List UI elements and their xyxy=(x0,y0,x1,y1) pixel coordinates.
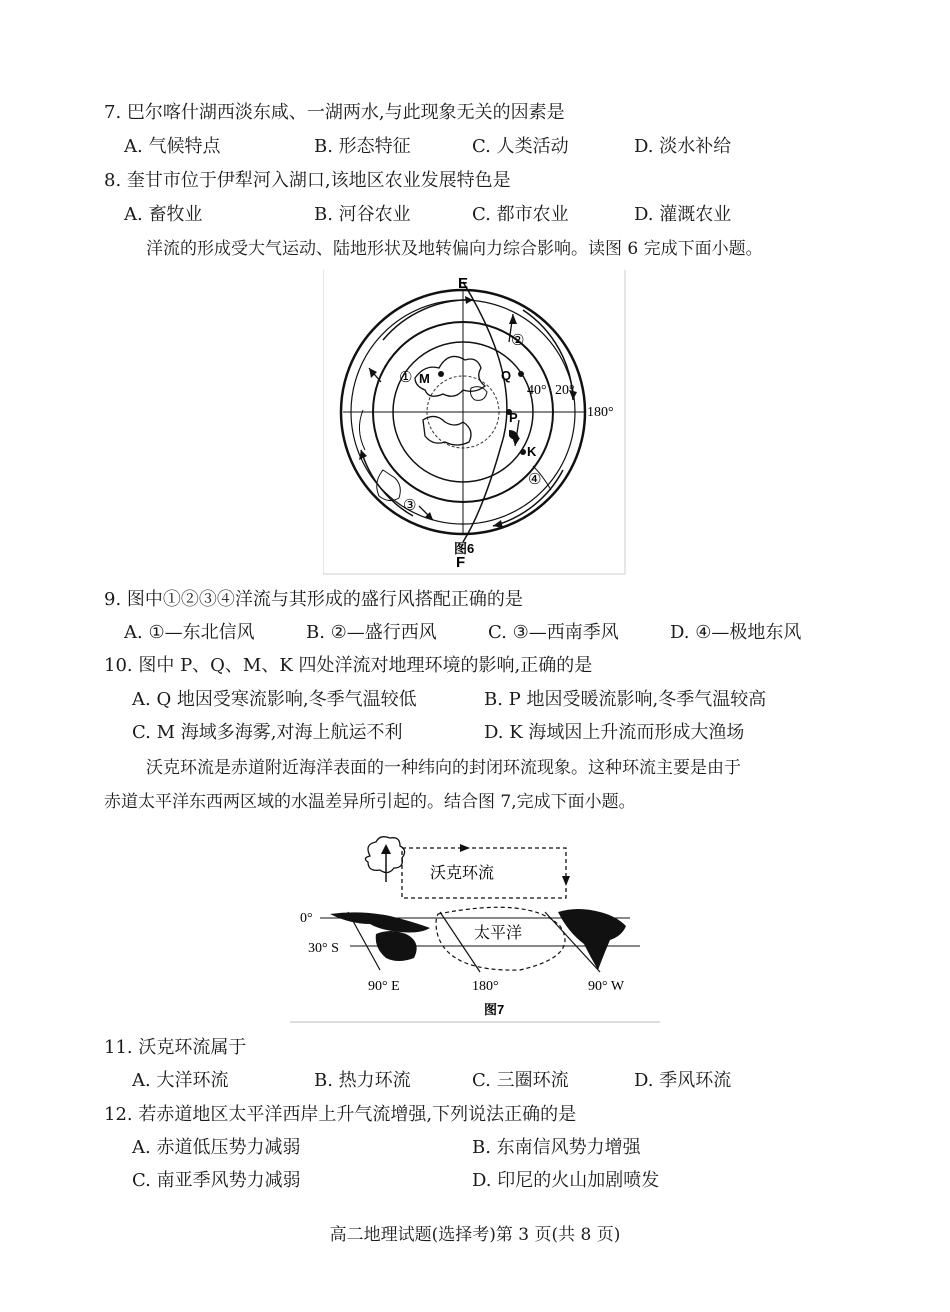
q12-option-d: D. 印尼的火山加剧喷发 xyxy=(472,1170,660,1191)
label-180: 180° xyxy=(587,405,614,420)
label-lon-90e: 90° E xyxy=(368,979,400,994)
label-40: 40° xyxy=(527,383,547,398)
figure-6-caption: 图6 xyxy=(454,541,475,556)
figure-6-map xyxy=(323,270,628,576)
q7-option-c: C. 人类活动 xyxy=(472,136,569,157)
pacific-label: 太平洋 xyxy=(474,923,523,942)
intro-fig7-line1: 沃克环流是赤道附近海洋表面的一种纬向的封闭环流现象。这种环流主要是由于 xyxy=(146,758,741,778)
q7-option-b: B. 形态特征 xyxy=(314,136,411,157)
q12-stem: 12. 若赤道地区太平洋西岸上升气流增强,下列说法正确的是 xyxy=(104,1104,577,1125)
q11-option-b: B. 热力环流 xyxy=(314,1070,411,1091)
q7-option-a: A. 气候特点 xyxy=(124,136,221,157)
q10-option-b: B. P 地因受暖流影响,冬季气温较高 xyxy=(484,689,767,710)
label-current-4: ④ xyxy=(528,470,542,488)
label-current-3: ③ xyxy=(403,496,417,514)
q9-option-a: A. ①—东北信风 xyxy=(124,622,255,643)
label-20: 20° xyxy=(555,383,575,398)
q8-stem: 8. 奎甘市位于伊犁河入湖口,该地区农业发展特色是 xyxy=(104,170,511,191)
q8-option-d: D. 灌溉农业 xyxy=(634,204,732,225)
label-e: E xyxy=(458,275,469,292)
label-m: M xyxy=(419,371,430,386)
label-f: F xyxy=(456,554,466,571)
q9-stem: 9. 图中①②③④洋流与其形成的盛行风搭配正确的是 xyxy=(104,589,523,610)
q9-option-c: C. ③—西南季风 xyxy=(488,622,619,643)
label-lon-90w: 90° W xyxy=(588,979,625,994)
q10-option-a: A. Q 地因受寒流影响,冬季气温较低 xyxy=(132,689,417,710)
intro-fig7-line2: 赤道太平洋东西两区域的水温差异所引起的。结合图 7,完成下面小题。 xyxy=(104,792,636,812)
q12-option-b: B. 东南信风势力增强 xyxy=(472,1137,641,1158)
figure-7 xyxy=(290,826,662,1026)
page-footer: 高二地理试题(选择考)第 3 页(共 8 页) xyxy=(329,1225,621,1245)
q11-option-a: A. 大洋环流 xyxy=(132,1070,229,1091)
walker-label: 沃克环流 xyxy=(430,863,495,882)
q11-option-d: D. 季风环流 xyxy=(634,1070,732,1091)
q9-option-b: B. ②—盛行西风 xyxy=(306,622,437,643)
q11-stem: 11. 沃克环流属于 xyxy=(104,1037,247,1058)
q8-option-b: B. 河谷农业 xyxy=(314,204,411,225)
q7-option-d: D. 淡水补给 xyxy=(634,136,732,157)
q12-option-a: A. 赤道低压势力减弱 xyxy=(132,1137,301,1158)
label-lat-0: 0° xyxy=(300,911,313,926)
label-current-2: ② xyxy=(511,331,525,349)
figure-6 xyxy=(323,270,628,576)
label-current-1: ① xyxy=(399,368,413,386)
q7-stem: 7. 巴尔喀什湖西淡东咸、一湖两水,与此现象无关的因素是 xyxy=(104,102,565,123)
q11-option-c: C. 三圈环流 xyxy=(472,1070,569,1091)
figure-7-caption: 图7 xyxy=(484,1002,505,1017)
q8-option-a: A. 畜牧业 xyxy=(124,204,203,225)
q10-option-d: D. K 海域因上升流而形成大渔场 xyxy=(484,722,745,743)
label-lon-180: 180° xyxy=(472,979,499,994)
q8-option-c: C. 都市农业 xyxy=(472,204,569,225)
q12-option-c: C. 南亚季风势力减弱 xyxy=(132,1170,301,1191)
label-lat-30s: 30° S xyxy=(308,941,339,956)
q9-option-d: D. ④—极地东风 xyxy=(670,622,802,643)
label-p: P xyxy=(509,410,518,425)
figure-7-diagram xyxy=(290,826,662,1026)
q10-stem: 10. 图中 P、Q、M、K 四处洋流对地理环境的影响,正确的是 xyxy=(104,655,593,676)
q10-option-c: C. M 海域多海雾,对海上航运不利 xyxy=(132,722,403,743)
label-k: K xyxy=(527,444,537,459)
label-q: Q xyxy=(501,368,512,383)
intro-fig6: 洋流的形成受大气运动、陆地形状及地转偏向力综合影响。读图 6 完成下面小题。 xyxy=(146,239,763,259)
